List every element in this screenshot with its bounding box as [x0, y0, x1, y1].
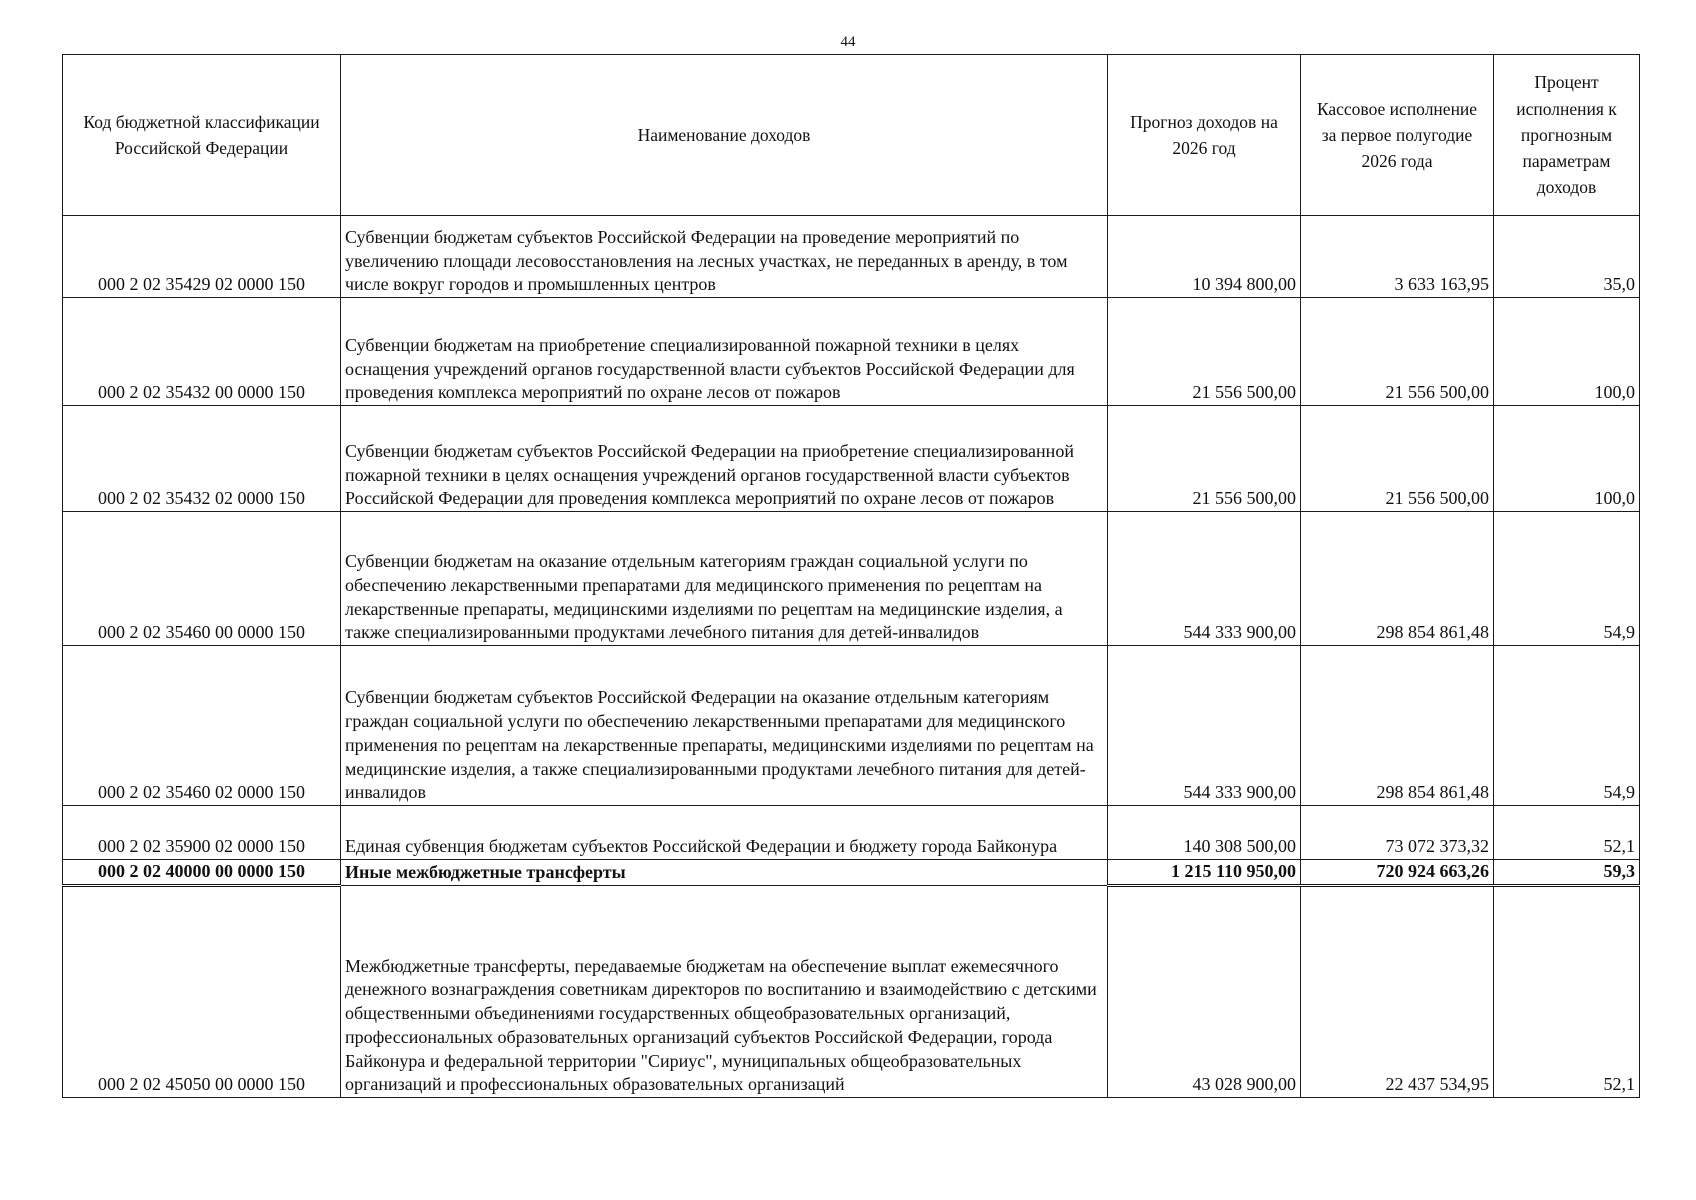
- row-code: 000 2 02 45050 00 0000 150: [63, 886, 341, 1098]
- table-row: [63, 806, 1640, 860]
- row-code: 000 2 02 35432 00 0000 150: [63, 298, 341, 406]
- row-forecast: 140 308 500,00: [1108, 806, 1301, 860]
- table-row: [63, 886, 1640, 1098]
- header-execution: [1301, 55, 1494, 216]
- row-name: Субвенции бюджетам субъектов Российской Федерации на оказание отдельным категориям граждан социальной услуги по обеспечению лекарственными препаратами для медицинского применения по рецептам на лекарственные препараты, медицинскими изделиями по рецептам на медицинские изделия, а также специализированными продуктами лечебного питания для детей-инвалидов: [341, 646, 1108, 806]
- row-execution: 73 072 373,32: [1301, 806, 1494, 860]
- row-percent: 54,9: [1494, 512, 1640, 646]
- row-name: Субвенции бюджетам субъектов Российской Федерации на проведение мероприятий по увеличению площади лесовосстановления на лесных участках, не переданных в аренду, в том числе вокруг городов и промышленных центров: [341, 216, 1108, 298]
- header-code: [63, 55, 341, 216]
- table-row: [63, 216, 1640, 298]
- row-execution: 21 556 500,00: [1301, 298, 1494, 406]
- header-percent-label: Процент исполнения к прогнозным параметрам доходов: [1516, 72, 1617, 198]
- row-name: Межбюджетные трансферты, передаваемые бюджетам на обеспечение выплат ежемесячного денежного вознаграждения советникам директоров по воспитанию и взаимодействию с детскими общественными объединениями государственных общеобразовательных организаций, профессиональных образовательных организаций субъектов Российской Федерации, города Байконура и федеральной территории "Сириус", муниципальных общеобразовательных организаций и профессиональных образовательных организаций: [341, 886, 1108, 1098]
- row-percent: 52,1: [1494, 806, 1640, 860]
- row-name: Субвенции бюджетам на оказание отдельным категориям граждан социальной услуги по обеспечению лекарственными препаратами для медицинского применения по рецептам на лекарственные препараты, медицинскими изделиями по рецептам на медицинские изделия, а также специализированными продуктами лечебного питания для детей-инвалидов: [341, 512, 1108, 646]
- header-name-label: Наименование доходов: [637, 124, 811, 145]
- table-row-subtotal: [63, 860, 1640, 886]
- row-percent: 100,0: [1494, 298, 1640, 406]
- row-execution: 298 854 861,48: [1301, 512, 1494, 646]
- row-percent: 52,1: [1494, 886, 1640, 1098]
- row-forecast: 43 028 900,00: [1108, 886, 1301, 1098]
- row-execution: 21 556 500,00: [1301, 406, 1494, 512]
- header-forecast: [1108, 55, 1301, 216]
- row-code: 000 2 02 35429 02 0000 150: [63, 216, 341, 298]
- row-forecast: 10 394 800,00: [1108, 216, 1301, 298]
- row-code: 000 2 02 35900 02 0000 150: [63, 806, 341, 860]
- header-code-label: Код бюджетной классификации Российской Федерации: [83, 111, 320, 158]
- row-percent: 59,3: [1494, 860, 1640, 886]
- table-row: [63, 512, 1640, 646]
- row-code: 000 2 02 35460 02 0000 150: [63, 646, 341, 806]
- row-name: Единая субвенция бюджетам субъектов Российской Федерации и бюджету города Байконура: [341, 806, 1108, 860]
- row-forecast: 21 556 500,00: [1108, 406, 1301, 512]
- table-row: [63, 406, 1640, 512]
- page-number: 44: [840, 34, 856, 50]
- header-percent: [1494, 55, 1640, 216]
- row-name: Иные межбюджетные трансферты: [341, 860, 1108, 886]
- row-forecast: 544 333 900,00: [1108, 512, 1301, 646]
- header-forecast-label: Прогноз доходов на 2026 год: [1130, 111, 1278, 158]
- row-execution: 720 924 663,26: [1301, 860, 1494, 886]
- row-code: 000 2 02 35460 00 0000 150: [63, 512, 341, 646]
- row-execution: 22 437 534,95: [1301, 886, 1494, 1098]
- row-code: 000 2 02 35432 02 0000 150: [63, 406, 341, 512]
- table-row: [63, 646, 1640, 806]
- table-body: [63, 216, 1640, 1098]
- header-row: [63, 55, 1640, 216]
- row-forecast: 21 556 500,00: [1108, 298, 1301, 406]
- table-header: [63, 55, 1640, 216]
- row-execution: 298 854 861,48: [1301, 646, 1494, 806]
- row-name: Субвенции бюджетам субъектов Российской Федерации на приобретение специализированной пожарной техники в целях оснащения учреждений органов государственной власти субъектов Российской Федерации для проведения комплекса мероприятий по охране лесов от пожаров: [341, 406, 1108, 512]
- row-code: 000 2 02 40000 00 0000 150: [63, 860, 341, 886]
- row-forecast: 1 215 110 950,00: [1108, 860, 1301, 886]
- row-percent: 100,0: [1494, 406, 1640, 512]
- row-forecast: 544 333 900,00: [1108, 646, 1301, 806]
- table-row: [63, 298, 1640, 406]
- header-execution-label: Кассовое исполнение за первое полугодие 2026 года: [1316, 98, 1478, 172]
- row-execution: 3 633 163,95: [1301, 216, 1494, 298]
- row-percent: 54,9: [1494, 646, 1640, 806]
- row-percent: 35,0: [1494, 216, 1640, 298]
- row-name: Субвенции бюджетам на приобретение специализированной пожарной техники в целях оснащения учреждений органов государственной власти субъектов Российской Федерации для проведения комплекса мероприятий по охране лесов от пожаров: [341, 298, 1108, 406]
- header-name: [341, 55, 1108, 216]
- income-table: [62, 54, 1640, 1098]
